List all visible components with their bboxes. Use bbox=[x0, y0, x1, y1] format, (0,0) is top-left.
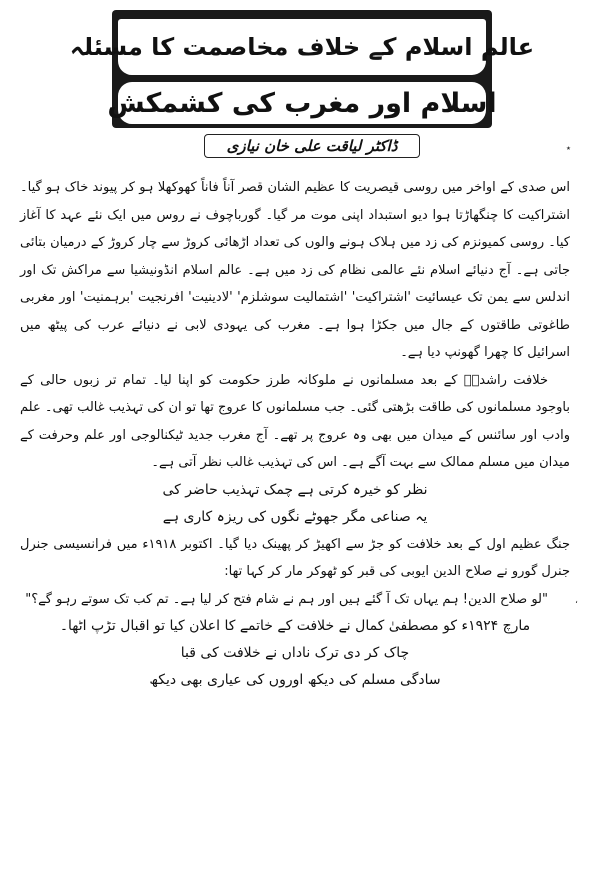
paragraph: جنگ عظیم اول کے بعد خلافت کو جڑ سے اکھیڑ کر پھینک دیا گیا۔ اکتوبر ۱۹۱۸ء میں فرانسیسی جنرل جنرل گورو نے صلاح الدین ایوبی کی قبر کو ٹھوکر مار کر کہا تھا: bbox=[20, 536, 570, 579]
verse-line: چاک کر دی ترک ناداں نے خلافت کی قبا bbox=[180, 645, 410, 661]
paragraph: مارچ ۱۹۲۴ء کو مصطفیٰ کمال نے خلافت کے خاتمے کا اعلان کیا تو اقبال تڑپ اٹھا۔ bbox=[59, 618, 531, 634]
paragraph: خلافت راشدہؓ کے بعد مسلمانوں نے ملوکانہ طرز حکومت کو اپنا لیا۔ تمام تر زبوں حالی کے باوجود مسلمانوں کی طاقت بڑھتی گئی۔ جب مسلمانوں کا عروج تھا تو ان کی تہذیب غالب تھی۔ علم وادب اور سائنس کے میدان میں بھی وہ عروج پر تھے۔ آج مغرب جدید ٹیکنالوجی اور علم وحرفت کے میدان میں مسلم ممالک سے بہت آگے ہے۔ اس کی تہذیب غالب نظر آتی ہے۔ bbox=[20, 372, 570, 470]
article-body bbox=[20, 174, 570, 694]
verse-line: یہ صناعی مگر جھوٹے نگوں کی ریزہ کاری ہے bbox=[162, 508, 428, 525]
article-header bbox=[69, 10, 535, 128]
paragraph: اس صدی کے اواخر میں روسی قیصریت کا عظیم الشان قصر آناً فاناً کھوکھلا ہو کر پیوند خاک ہو گیا۔ اشتراکیت کا چنگھاڑتا ہوا دیو استبداد اپنی موت مر گیا۔ گورباچوف نے روس میں ایک نئے عہد کا آغاز کیا۔ روسی کمیونزم کی زد میں ہلاک ہونے والوں کی تعداد اڑھائی کروڑ سے چار کروڑ کے درمیان بتائی جاتی ہے۔ آج دنیائے اسلام نئے عالمی نظام کی زد میں ہے۔ عالم اسلام انڈونیشیا سے مراکش تک اور اندلس سے یمن تک عیسائیت 'اشتراکیت' 'اشتمالیت سوشلزم' 'لادینیت' افرنجیت 'برہمنیت' اور مغربی طاغوتی طاقتوں کے جال میں جکڑا ہوا ہے۔ مغرب کی یہودی لابی نے دنیائے عرب کی پیٹھ میں اسرائیل کا چھرا گھونپ دیا ہے۔ bbox=[20, 180, 570, 360]
author-byline: ڈاکٹر لیاقت علی خان نیازی bbox=[204, 134, 420, 158]
margin-mark: ، bbox=[575, 596, 578, 606]
article-subtitle: اسلام اور مغرب کی کشمکش bbox=[118, 82, 486, 124]
article-title: عالم اسلام کے خلاف مخاصمت کا مسئلہ bbox=[118, 19, 486, 75]
margin-mark: ٭ bbox=[566, 144, 571, 154]
quotation: "لو صلاح الدین! ہم یہاں تک آ گئے ہیں اور ہم نے شام فتح کر لیا ہے۔ تم کب تک سوتے رہو گے؟" bbox=[25, 591, 548, 607]
verse-line: نظر کو خیرہ کرتی ہے چمک تہذیب حاضر کی bbox=[162, 481, 428, 498]
verse-line: سادگی مسلم کی دیکھ اوروں کی عیاری بھی دیکھ bbox=[149, 672, 441, 688]
